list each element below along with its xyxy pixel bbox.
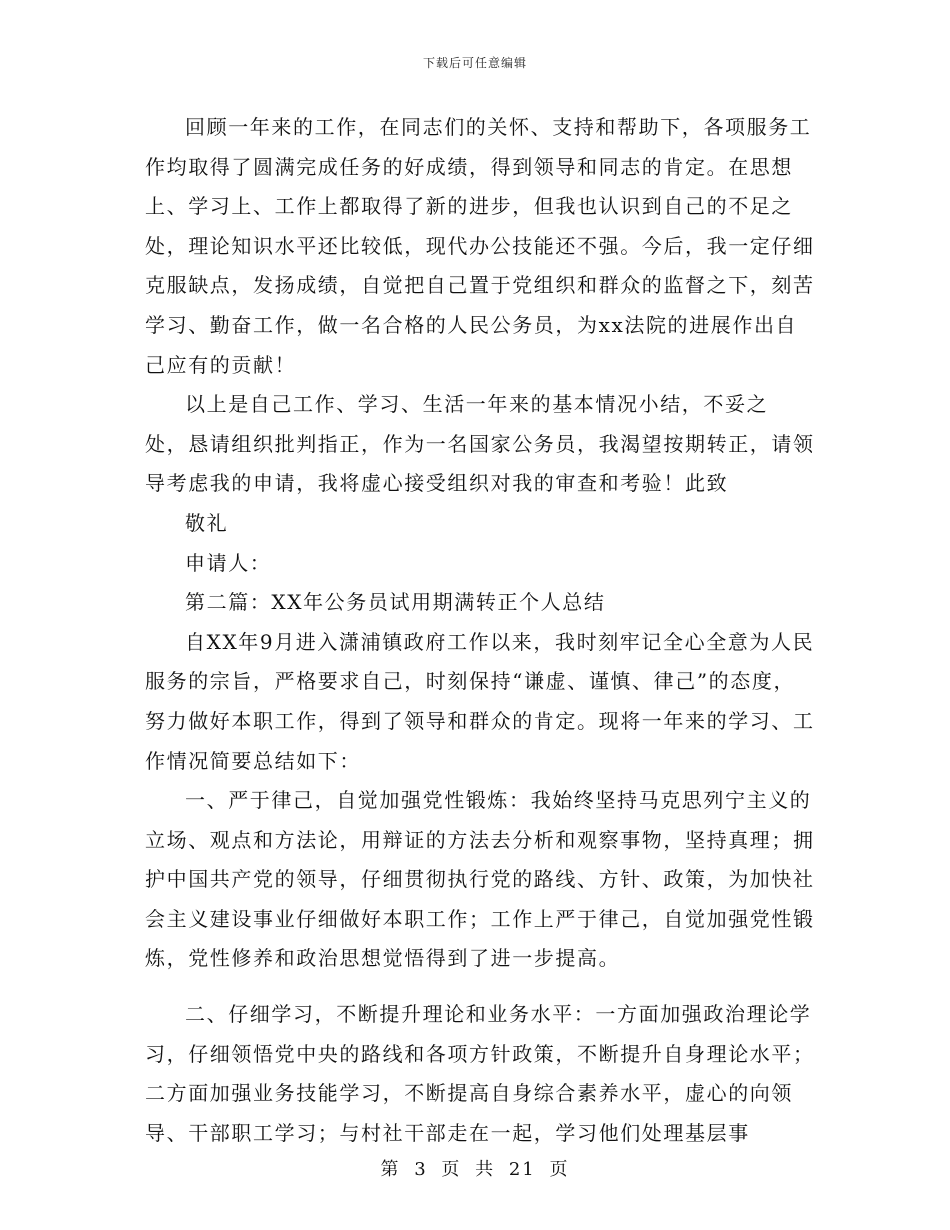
paragraph-point-one: 一、严于律己，自觉加强党性锻炼：我始终坚持马克思列宁主义的立场、观点和方法论，用辩证的方法去分析和观察事物，坚持真理；拥护中国共产党的领导，仔细贯彻执行党的路线、方针、政策，为加快社会主义建设事业仔细做好本职工作；工作上严于律己，自觉加强党性锻炼，党性修养和政治思想觉悟得到了进一步提高。 <box>145 788 815 971</box>
applicant-label: 申请人： <box>185 550 272 575</box>
page-header: 下载后可任意编辑 <box>422 56 527 70</box>
paragraph-request: 处，恳请组织批判指正，作为一名国家公务员，我渴望按期转正，请领导考虑我的申请，我将虚心接受组织对我的审查和考验！此致 <box>145 431 815 496</box>
page-number: 第 3 页 共 21 页 <box>380 1159 570 1180</box>
paragraph-review: 回顾一年来的工作，在同志们的关怀、支持和帮助下，各项服务工作均取得了圆满完成任务的好成绩，得到领导和同志的肯定。在思想上、学习上、工作上都取得了新的进步，但我也认识到自己的不足之处，理论知识水平还比较低，现代办公技能还不强。今后，我一定仔细克服缺点，发扬成绩，自觉把自己置于党组织和群众的监督之下，刻苦学习、勤奋工作，做一名合格的人民公务员，为xx法院的进展作出自己应有的贡献！ <box>145 115 815 377</box>
document-body <box>145 108 815 1153</box>
paragraph-point-two: 二、仔细学习，不断提升理论和业务水平：一方面加强政治理论学习，仔细领悟党中央的路线和各项方针政策，不断提升自身理论水平；二方面加强业务技能学习，不断提高自身综合素养水平，虚心的向领导、干部职工学习；与村社干部走在一起，学习他们处理基层事 <box>145 1002 815 1145</box>
salutation: 敬礼 <box>185 510 229 535</box>
section-title: 第二篇：XX年公务员试用期满转正个人总结 <box>185 590 606 615</box>
paragraph-summary-line: 以上是自己工作、学习、生活一年来的基本情况小结，不妥之 <box>185 392 769 417</box>
paragraph-intro: 自XX年9月进入潇浦镇政府工作以来，我时刻牢记全心全意为人民服务的宗旨，严格要求自己，时刻保持“谦虚、谨慎、律己”的态度，努力做好本职工作，得到了领导和群众的肯定。现将一年来的学习、工作情况简要总结如下： <box>145 629 815 773</box>
